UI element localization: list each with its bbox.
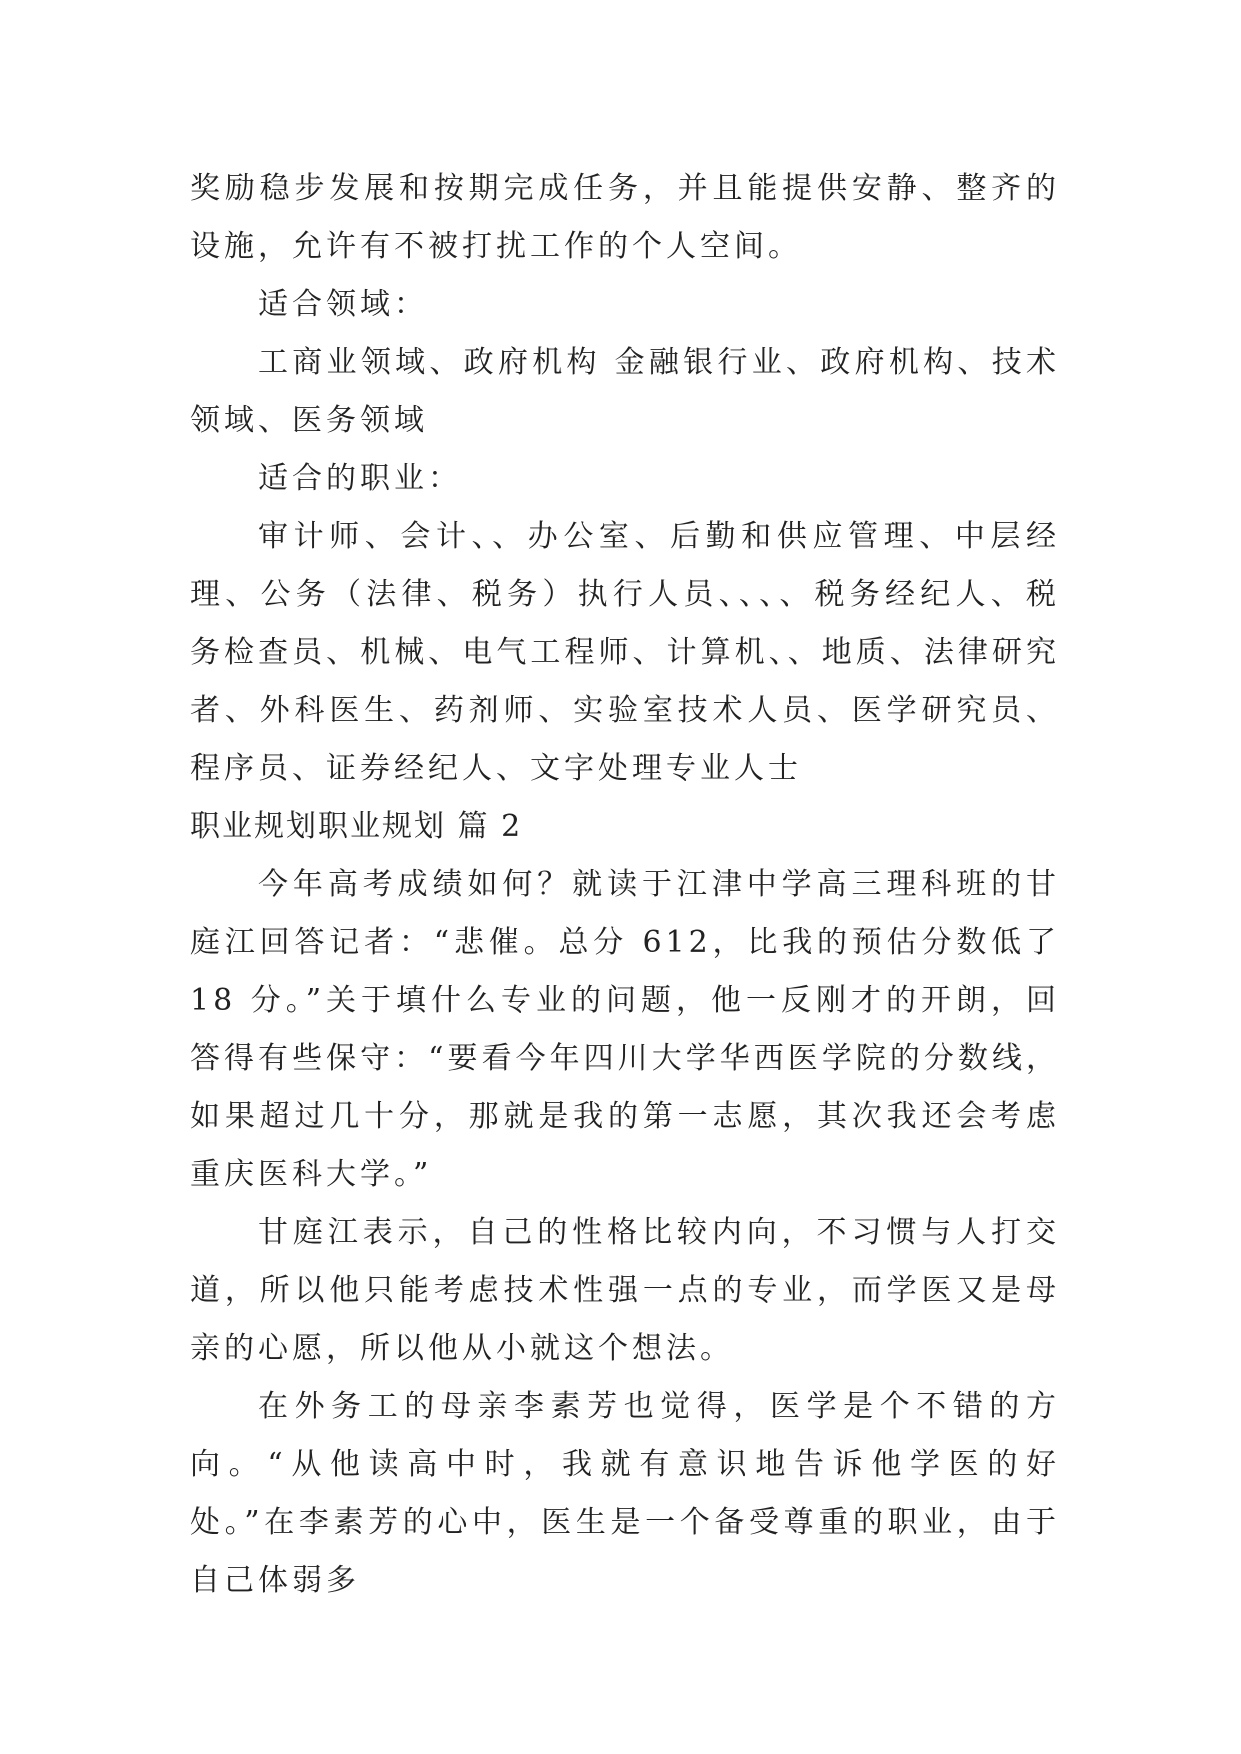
paragraph-personality: 甘庭江表示，自己的性格比较内向，不习惯与人打交道，所以他只能考虑技术性强一点的专业，而学医又是母亲的心愿，所以他从小就这个想法。 xyxy=(190,1215,1060,1366)
paragraph-suitable-careers: 审计师、会计、、办公室、后勤和供应管理、中层经理、公务（法律、税务）执行人员、、、、税务经纪人、税务检查员、机械、电气工程师、计算机、、地质、法律研究者、外科医生、药剂师、实验室技术人员、医学研究员、程序员、证券经纪人、文字处理专业人士 xyxy=(190,519,1060,786)
paragraph-exam-results: 今年高考成绩如何？就读于江津中学高三理科班的甘庭江回答记者：“悲催。总分 612，比我的预估分数低了 18 分。”关于填什么专业的问题，他一反刚才的开朗，回答得有些保守：“要看今年四川大学华西医学院的分数线，如果超过几十分，那就是我的第一志愿，其次我还会考虑重庆医科大学。” xyxy=(190,867,1060,1192)
paragraph-suitable-fields: 工商业领域、政府机构 金融银行业、政府机构、技术领域、医务领域 xyxy=(190,345,1060,438)
section-heading: 职业规划职业规划 篇 2 xyxy=(190,809,523,844)
label-suitable-careers: 适合的职业： xyxy=(258,461,462,496)
document-body xyxy=(190,160,1060,1610)
paragraph-work-environment: 奖励稳步发展和按期完成任务，并且能提供安静、整齐的设施，允许有不被打扰工作的个人空间。 xyxy=(190,171,1060,264)
paragraph-mother-opinion: 在外务工的母亲李素芳也觉得，医学是个不错的方向。“从他读高中时，我就有意识地告诉他学医的好处。”在李素芳的心中，医生是一个备受尊重的职业，由于自己体弱多 xyxy=(190,1389,1060,1598)
label-suitable-fields: 适合领域： xyxy=(258,287,428,322)
